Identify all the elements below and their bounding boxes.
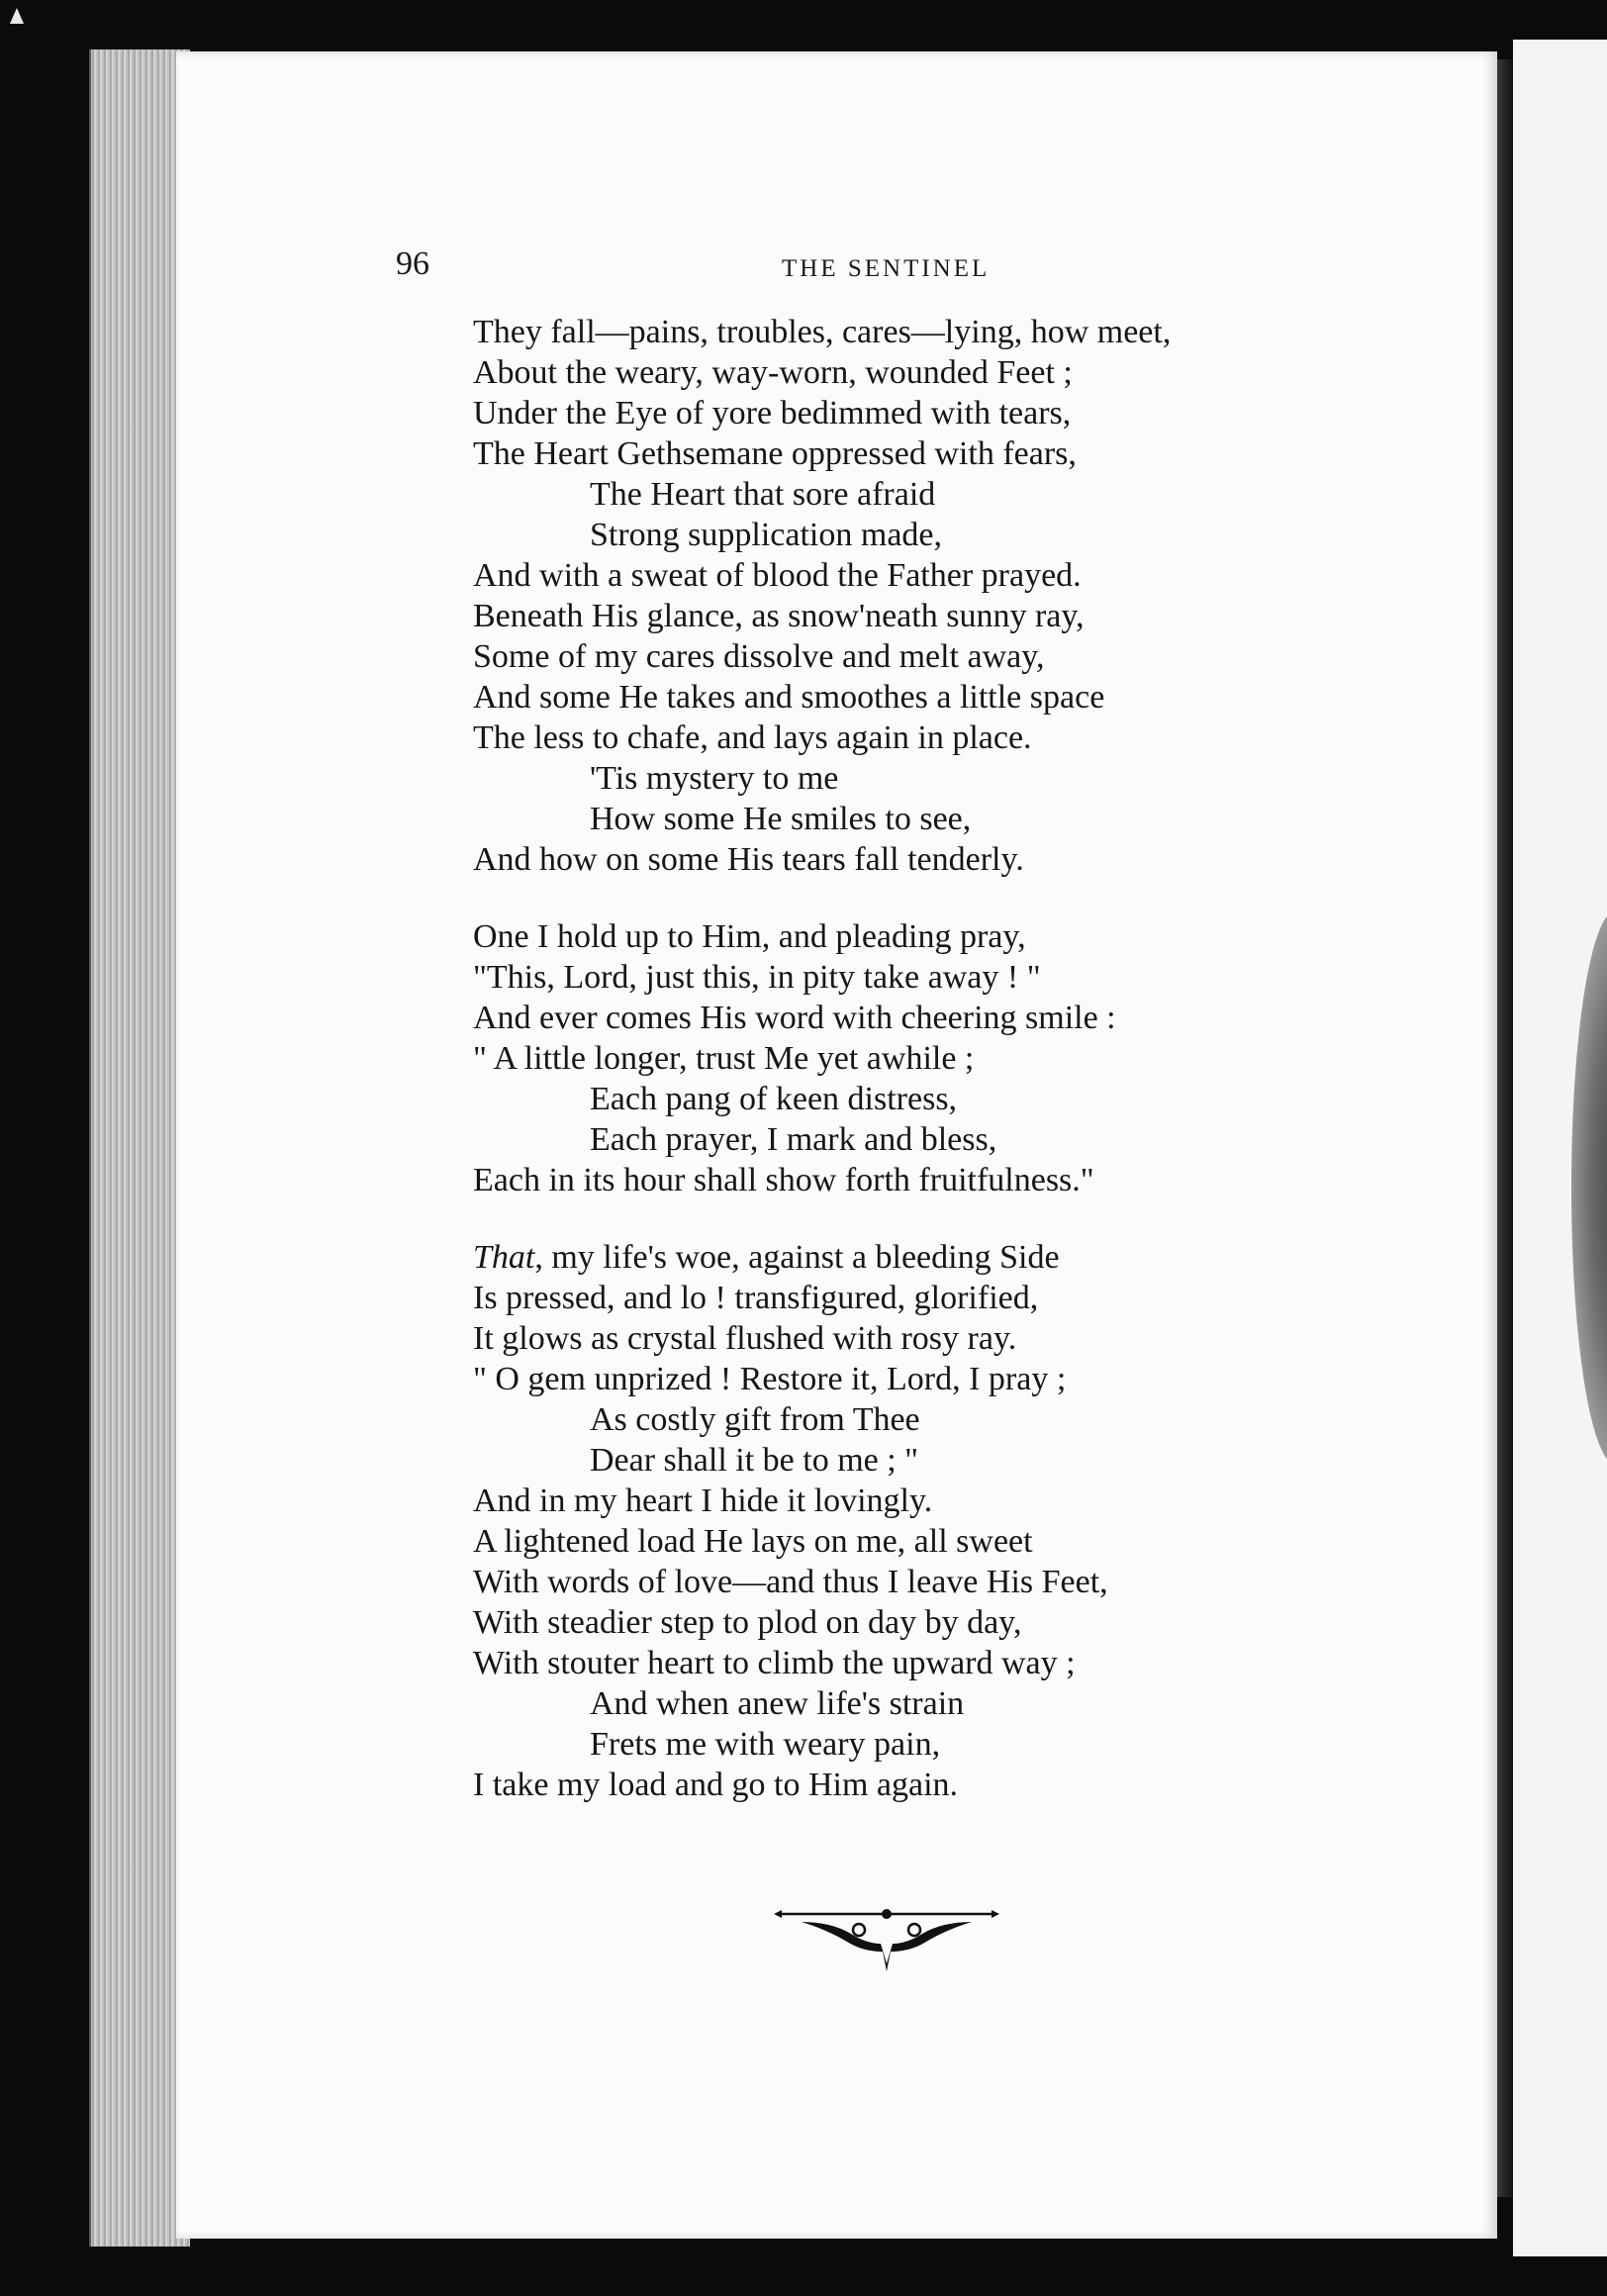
poem-line: Dear shall it be to me ; ": [590, 1442, 919, 1479]
poem-line: With words of love—and thus I leave His Feet,: [473, 1564, 1108, 1600]
poem-line: Each prayer, I mark and bless,: [590, 1121, 997, 1158]
poem-line: And ever comes His word with cheering smile :: [473, 1000, 1116, 1036]
poem-line: They fall—pains, troubles, cares—lying, how meet,: [473, 314, 1172, 350]
poem-line: How some He smiles to see,: [590, 801, 972, 837]
poem-line: And how on some His tears fall tenderly.: [473, 841, 1024, 878]
page-number: 96: [396, 245, 429, 282]
poem: [473, 312, 1423, 1842]
poem-line: 'Tis mystery to me: [590, 760, 839, 797]
poem-line: And with a sweat of blood the Father prayed.: [473, 557, 1082, 594]
poem-line: The Heart Gethsemane oppressed with fears,: [473, 435, 1077, 472]
poem-line: And when anew life's strain: [590, 1685, 965, 1722]
poem-line: "This, Lord, just this, in pity take away ! ": [473, 959, 1041, 996]
poem-line: Frets me with weary pain,: [590, 1726, 941, 1763]
poem-line: About the weary, way-worn, wounded Feet ;: [473, 354, 1073, 391]
poem-line: Each pang of keen distress,: [590, 1081, 958, 1117]
poem-line: And some He takes and smoothes a little space: [473, 679, 1105, 716]
poem-line: Under the Eye of yore bedimmed with tears,: [473, 395, 1072, 431]
poem-line: A lightened load He lays on me, all sweet: [473, 1523, 1033, 1560]
poem-line: Beneath His glance, as snow'neath sunny ray,: [473, 598, 1085, 634]
page-edges: [89, 49, 190, 2247]
tailpiece-ornament-icon: [772, 1900, 1001, 1979]
running-title: THE SENTINEL: [782, 255, 991, 282]
poem-line: With stouter heart to climb the upward way ;: [473, 1645, 1076, 1681]
poem-line: As costly gift from Thee: [590, 1401, 920, 1438]
poem-line: Strong supplication made,: [590, 517, 943, 553]
stanza-1: [473, 312, 1423, 880]
italic-word: That: [473, 1239, 535, 1276]
page-header: [396, 245, 1108, 285]
poem-line: It glows as crystal flushed with rosy ray.: [473, 1320, 1017, 1357]
stanza-3: [473, 1237, 1423, 1805]
poem-line: I take my load and go to Him again.: [473, 1767, 959, 1803]
poem-line: " O gem unprized ! Restore it, Lord, I pray ;: [473, 1361, 1067, 1397]
corner-mark: [10, 8, 24, 24]
poem-line: And in my heart I hide it lovingly.: [473, 1483, 933, 1519]
stanza-2: [473, 916, 1423, 1200]
poem-line: [473, 1237, 1423, 1278]
book-spine: [1497, 59, 1513, 2197]
poem-line: The less to chafe, and lays again in place.: [473, 719, 1032, 756]
poem-line: With steadier step to plod on day by day,: [473, 1604, 1022, 1641]
poem-line: One I hold up to Him, and pleading pray,: [473, 918, 1026, 955]
poem-line: Each in its hour shall show forth fruitfulness.": [473, 1162, 1094, 1198]
poem-line: Is pressed, and lo ! transfigured, glorified,: [473, 1280, 1039, 1316]
poem-line: Some of my cares dissolve and melt away,: [473, 638, 1045, 675]
poem-line: " A little longer, trust Me yet awhile ;: [473, 1040, 975, 1077]
poem-line: The Heart that sore afraid: [590, 476, 936, 513]
line-rest: , my life's woe, against a bleeding Side: [534, 1239, 1060, 1276]
